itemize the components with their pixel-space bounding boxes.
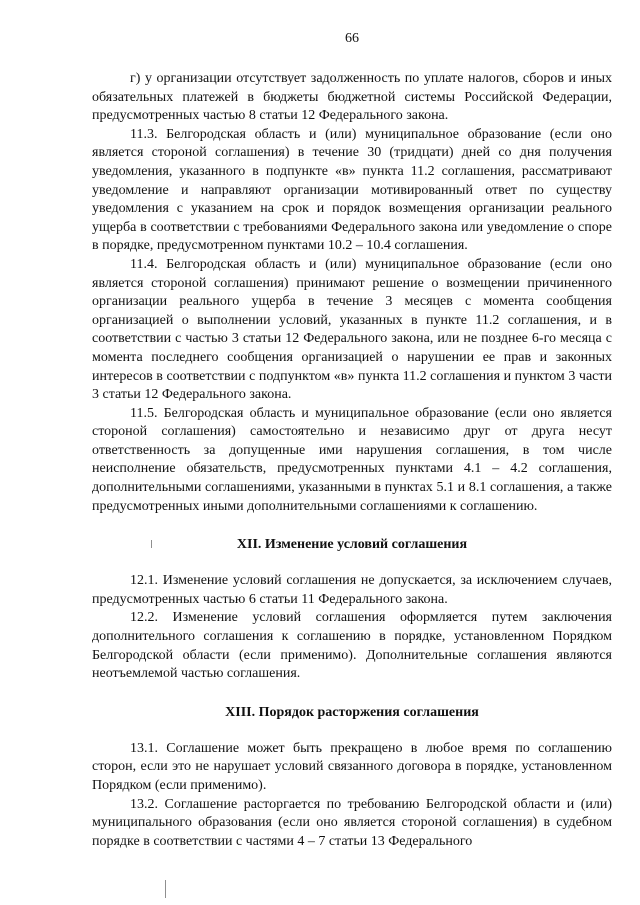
paragraph-11-5: 11.5. Белгородская область и муниципальное образование (если оно является стороной соглашения) самостоятельно и независимо друг от друга несут ответственность за допущенные ими нарушения соглашения, в том числе неисполнение обязательств, предусмотренных пунктами 4.1 – 4.2 соглашения, дополнительными соглашениями, указанными в пунктах 5.1 и 8.1 соглашения, а также предусмотренных иными дополнительными соглашениями к соглашению. — [92, 405, 612, 514]
section-heading-xii: XII. Изменение условий соглашения — [236, 537, 468, 553]
scan-artifact-mark — [151, 540, 152, 548]
page-number: 66 — [345, 31, 359, 46]
section-heading-xiii: XIII. Порядок расторжения соглашения — [225, 704, 479, 720]
paragraph-13-2: 13.2. Соглашение расторгается по требованию Белгородской области и (или) муниципального образования (если оно является стороной соглашения) в судебном порядке в соответствии с частями 4 – 7 статьи 13 Федерального — [92, 796, 612, 849]
paragraph-11-3: 11.3. Белгородская область и (или) муниципальное образование (если оно является стороной соглашения) в течение 30 (тридцати) дней со дня получения уведомления, указанного в подпункте «в» пункта 11.2 соглашения, рассматривают уведомление и направляют организации мотивированный ответ по существу уведомления с указанием на срок и порядок возмещения организации реального ущерба в соответствии с требованиями Федерального закона или уведомление о споре в порядке, предусмотренном пунктами 10.2 – 10.4 соглашения. — [92, 126, 612, 254]
document-page — [92, 30, 612, 851]
paragraph-11-4: 11.4. Белгородская область и (или) муниципальное образование (если оно является стороной соглашения) принимают решение о возмещении причиненного организации реального ущерба в течение 3 месяцев с момента сообщения организацией о выполнении условий, указанных в пункте 11.2 соглашения, и в соответствии с частью 3 статьи 12 Федерального закона, или не позднее 6-го месяца с момента последнего сообщения организацией о нарушении ее прав и законных интересов в соответствии с подпунктом «в» пункта 11.2 соглашения и пунктом 3 части 3 статьи 12 Федерального закона. — [92, 256, 612, 403]
scan-artifact-mark — [165, 880, 166, 898]
paragraph-12-2: 12.2. Изменение условий соглашения оформляется путем заключения дополнительного соглашения к соглашению в порядке, установленном Порядком Белгородской области (если применимо). Дополнительные соглашения являются неотъемлемой частью соглашения. — [92, 610, 612, 682]
paragraph-g: г) у организации отсутствует задолженность по уплате налогов, сборов и иных обязательных платежей в бюджеты бюджетной системы Российской Федерации, предусмотренных частью 8 статьи 12 Федерального закона. — [92, 71, 612, 124]
paragraph-13-1: 13.1. Соглашение может быть прекращено в любое время по соглашению сторон, если это не нарушает условий связанного договора в порядке, установленном Порядком (если применимо). — [92, 740, 612, 793]
paragraph-12-1: 12.1. Изменение условий соглашения не допускается, за исключением случаев, предусмотренных частью 6 статьи 11 Федерального закона. — [92, 573, 612, 607]
